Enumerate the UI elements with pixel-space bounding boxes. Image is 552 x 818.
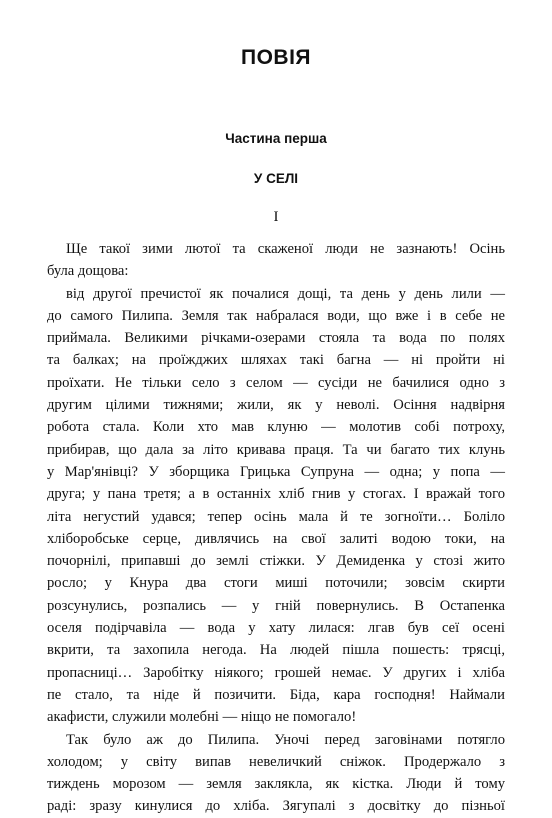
text-line: до самого Пилипа. Земля так набралася води, що вже і в себе не (47, 307, 505, 324)
body-text (47, 238, 505, 818)
text-line: другим цілими тижнями; жили, як у неволі. Осіння надвірня (47, 397, 505, 414)
text-line: почорнілі, припавші до землі стіжки. У Демиденка у стозі жито (47, 553, 505, 570)
part-heading: Частина перша (225, 131, 327, 146)
text-line: літа негустий удався; тепер осінь мала й те зогноїти… Боліло (47, 508, 505, 525)
text-line: акафисти, служили молебні — ніщо не помогало! (47, 709, 357, 726)
text-line: хліборобське серце, дивлячись на свої залиті водою токи, на (47, 530, 505, 547)
text-line: росло; у Кнура два стоги миші поточили; зовсім скирти (47, 575, 505, 592)
text-line: від другої пречистої як почалися дощі, та день у день лили — (66, 285, 505, 302)
text-line: Ще такої зими лютої та скаженої люди не зазнають! Осінь (66, 241, 505, 257)
text-line: Так було аж до Пилипа. Уночі перед заговінами потягло (66, 731, 505, 748)
page-title: ПОВІЯ (240, 46, 312, 69)
text-line: була дощова: (47, 263, 129, 280)
text-line: проїхати. Не тільки село з селом — сусіди не бачилися одно з (47, 374, 505, 391)
text-line: та балках; на проїжджих шляхах такі багна — ні пройти ні (47, 352, 505, 369)
text-line: холодом; у світу випав невеличкий сніжок. Продержало з (47, 753, 505, 770)
text-line: у Мар'янівці? У зборщика Грицька Супруна — одна; у попа — (47, 463, 505, 480)
text-line: раді: зразу кинулися до хліба. Зягупалі з досвітку до пізньої (47, 798, 505, 815)
text-line: пропасниці… Заробітку ніякого; грошей немає. У других і хліба (47, 664, 505, 681)
text-line: приймала. Великими річками-озерами стояла та вода по полях (47, 330, 505, 347)
text-line: прибирав, що дала за літо кривава праця. Та чи багато тих клунь (47, 441, 505, 458)
chapter-number: I (273, 209, 279, 225)
text-line: пе стало, та ніде й позичити. Біда, кара господня! Наймали (47, 686, 505, 703)
text-line: розсунулись, розпались — у гній повернулись. В Остапенка (47, 597, 505, 614)
text-line: робота стала. Коли хто мав клуню — молотив собі потроху, (47, 419, 505, 436)
text-line: друга; у пана третя; а в останніх хліб гнив у стогах. І вражай того (47, 486, 505, 503)
text-line: оселя подірчавіла — вода у хату лилася: лгав був сеї осені (47, 620, 505, 637)
section-heading: У СЕЛІ (253, 171, 299, 186)
text-line: тиждень морозом — земля заклякла, як кістка. Люди й тому (47, 776, 505, 793)
text-line: вкрити, та захопила негода. На людей пішла пошесть: трясці, (47, 642, 505, 659)
